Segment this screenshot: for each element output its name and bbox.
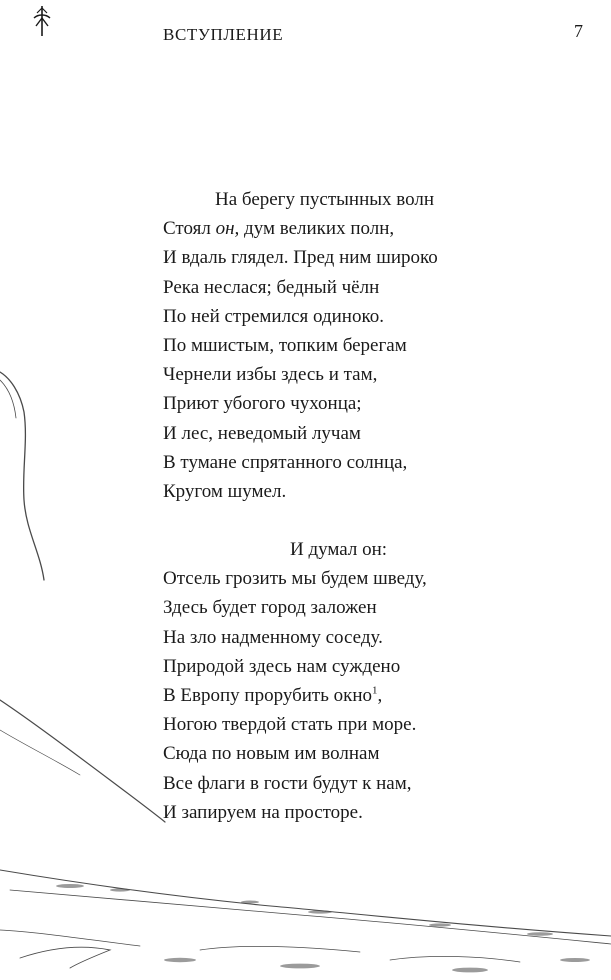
poem bbox=[163, 185, 583, 827]
poem-line: В тумане спрятанного солнца, bbox=[163, 451, 408, 473]
poem-line: И вдаль глядел. Пред ним широко bbox=[163, 247, 438, 269]
poem-line: На зло надменному соседу. bbox=[163, 626, 383, 648]
poem-line: Здесь будет город заложен bbox=[163, 597, 377, 619]
poem-line: По мшистым, топким берегам bbox=[163, 334, 407, 356]
poem-line: Чернели избы здесь и там, bbox=[163, 364, 378, 386]
poem-line: Кругом шумел. bbox=[163, 480, 287, 502]
poem-line: В Европу прорубить окно$^1$, bbox=[163, 684, 383, 706]
poem-line: Отсель грозить мы будем шведу, bbox=[163, 568, 427, 590]
poem-line: Приют убогого чухонца; bbox=[163, 393, 362, 415]
poem-line: Сюда по новым им волнам bbox=[163, 743, 380, 765]
poem-line: И лес, неведомый лучам bbox=[163, 422, 361, 444]
poem-line: На берегу пустынных волн bbox=[215, 189, 434, 210]
poem-line: И думал он: bbox=[290, 539, 388, 561]
emphasis: он, bbox=[215, 218, 240, 240]
poem-line: Ногою твердой стать при море. bbox=[163, 714, 417, 736]
pen-nib-monogram-icon bbox=[30, 4, 54, 38]
page-number: 7 bbox=[574, 21, 583, 41]
poem-line: Все флаги в гости будут к нам, bbox=[163, 772, 412, 794]
poem-line: Природой здесь нам суждено bbox=[163, 655, 401, 677]
poem-line: Река неслася; бедный чёлн bbox=[163, 276, 380, 298]
poem-line: И запируем на просторе. bbox=[163, 801, 363, 823]
stanza-1 bbox=[163, 185, 583, 506]
running-head: ВСТУПЛЕНИЕ bbox=[163, 25, 284, 44]
footnote-marker: 1 bbox=[372, 684, 378, 697]
poem-line: Стоял он, дум великих полн, bbox=[163, 218, 395, 240]
stanza-2 bbox=[163, 535, 583, 827]
poem-line: По ней стремился одиноко. bbox=[163, 305, 384, 327]
